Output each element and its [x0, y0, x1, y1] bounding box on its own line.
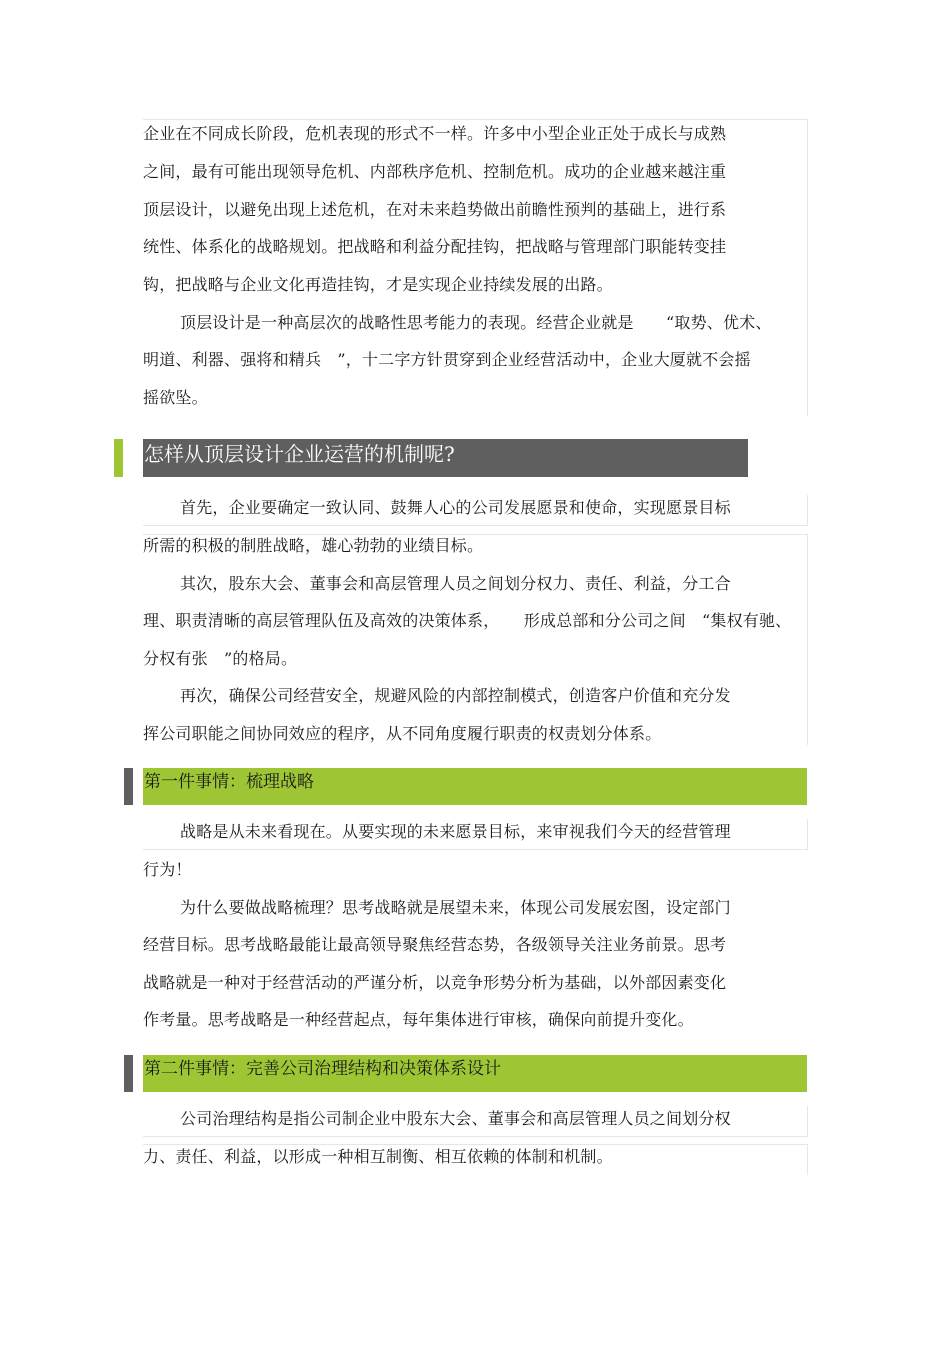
section-2-line: 公司治理结构是指公司制企业中股东大会、董事会和高层管理人员之间划分权 [180, 1109, 731, 1128]
intro-line: 统性、体系化的战略规划。把战略和利益分配挂钩，把战略与管理部门职能转变挂 [143, 237, 727, 256]
section-1-accent-bar [124, 768, 133, 805]
intro-line: 之间，最有可能出现领导危机、内部秩序危机、控制危机。成功的企业越来越注重 [143, 162, 727, 181]
section-1-line: 为什么要做战略梳理？思考战略就是展望未来，体现公司发展宏图，设定部门 [180, 898, 731, 917]
section-1-line: 行为！ [143, 860, 192, 879]
intro-line: 企业在不同成长阶段，危机表现的形式不一样。许多中小型企业正处于成长与成熟 [143, 124, 727, 143]
intro-line: 钩，把战略与企业文化再造挂钩，才是实现企业持续发展的出路。 [143, 275, 613, 294]
section-a-frame [143, 534, 808, 745]
section-1-line: 战略是从未来看现在。从要实现的未来愿景目标，来审视我们今天的经营管理 [180, 822, 731, 841]
section-a-line: 挥公司职能之间协同效应的程序，从不同角度履行职责的权责划分体系。 [143, 724, 662, 743]
intro-line: 顶层设计，以避免出现上述危机，在对未来趋势做出前瞻性预判的基础上，进行系 [143, 200, 727, 219]
section-a-line: 首先，企业要确定一致认同、鼓舞人心的公司发展愿景和使命，实现愿景目标 [180, 498, 731, 517]
intro-line: 摇欲坠。 [143, 388, 208, 407]
section-a-line: 其次，股东大会、董事会和高层管理人员之间划分权力、责任、利益，分工合 [180, 574, 731, 593]
section-a-line: 所需的积极的制胜战略，雄心勃勃的业绩目标。 [143, 536, 484, 555]
section-2-heading: 第二件事情：完善公司治理结构和决策体系设计 [143, 1055, 807, 1092]
section-1-line: 经营目标。思考战略最能让最高领导聚焦经营态势，各级领导关注业务前景。思考 [143, 935, 727, 954]
section-a-line: 理、职责清晰的高层管理队伍及高效的决策体系， 形成总部和分公司之间 “集权有驰、 [143, 611, 792, 630]
section-1-heading: 第一件事情：梳理战略 [143, 768, 807, 805]
section-2-line: 力、责任、利益，以形成一种相互制衡、相互依赖的体制和机制。 [143, 1147, 613, 1166]
section-a-line: 分权有张 ”的格局。 [143, 649, 298, 668]
section-2-accent-bar [124, 1055, 133, 1092]
intro-line: 顶层设计是一种高层次的战略性思考能力的表现。经营企业就是 “取势、优术、 [180, 313, 772, 332]
section-a-line: 再次，确保公司经营安全，规避风险的内部控制模式，创造客户价值和充分发 [180, 686, 731, 705]
section-1-line: 战略就是一种对于经营活动的严谨分析，以竞争形势分析为基础，以外部因素变化 [143, 973, 727, 992]
intro-line: 明道、利器、强将和精兵 ”，十二字方针贯穿到企业经营活动中，企业大厦就不会摇 [143, 350, 751, 369]
heading-accent-bar [114, 439, 123, 477]
section-1-line: 作考量。思考战略是一种经营起点，每年集体进行审核，确保向前提升变化。 [143, 1010, 694, 1029]
main-heading: 怎样从顶层设计企业运营的机制呢? [143, 439, 748, 477]
